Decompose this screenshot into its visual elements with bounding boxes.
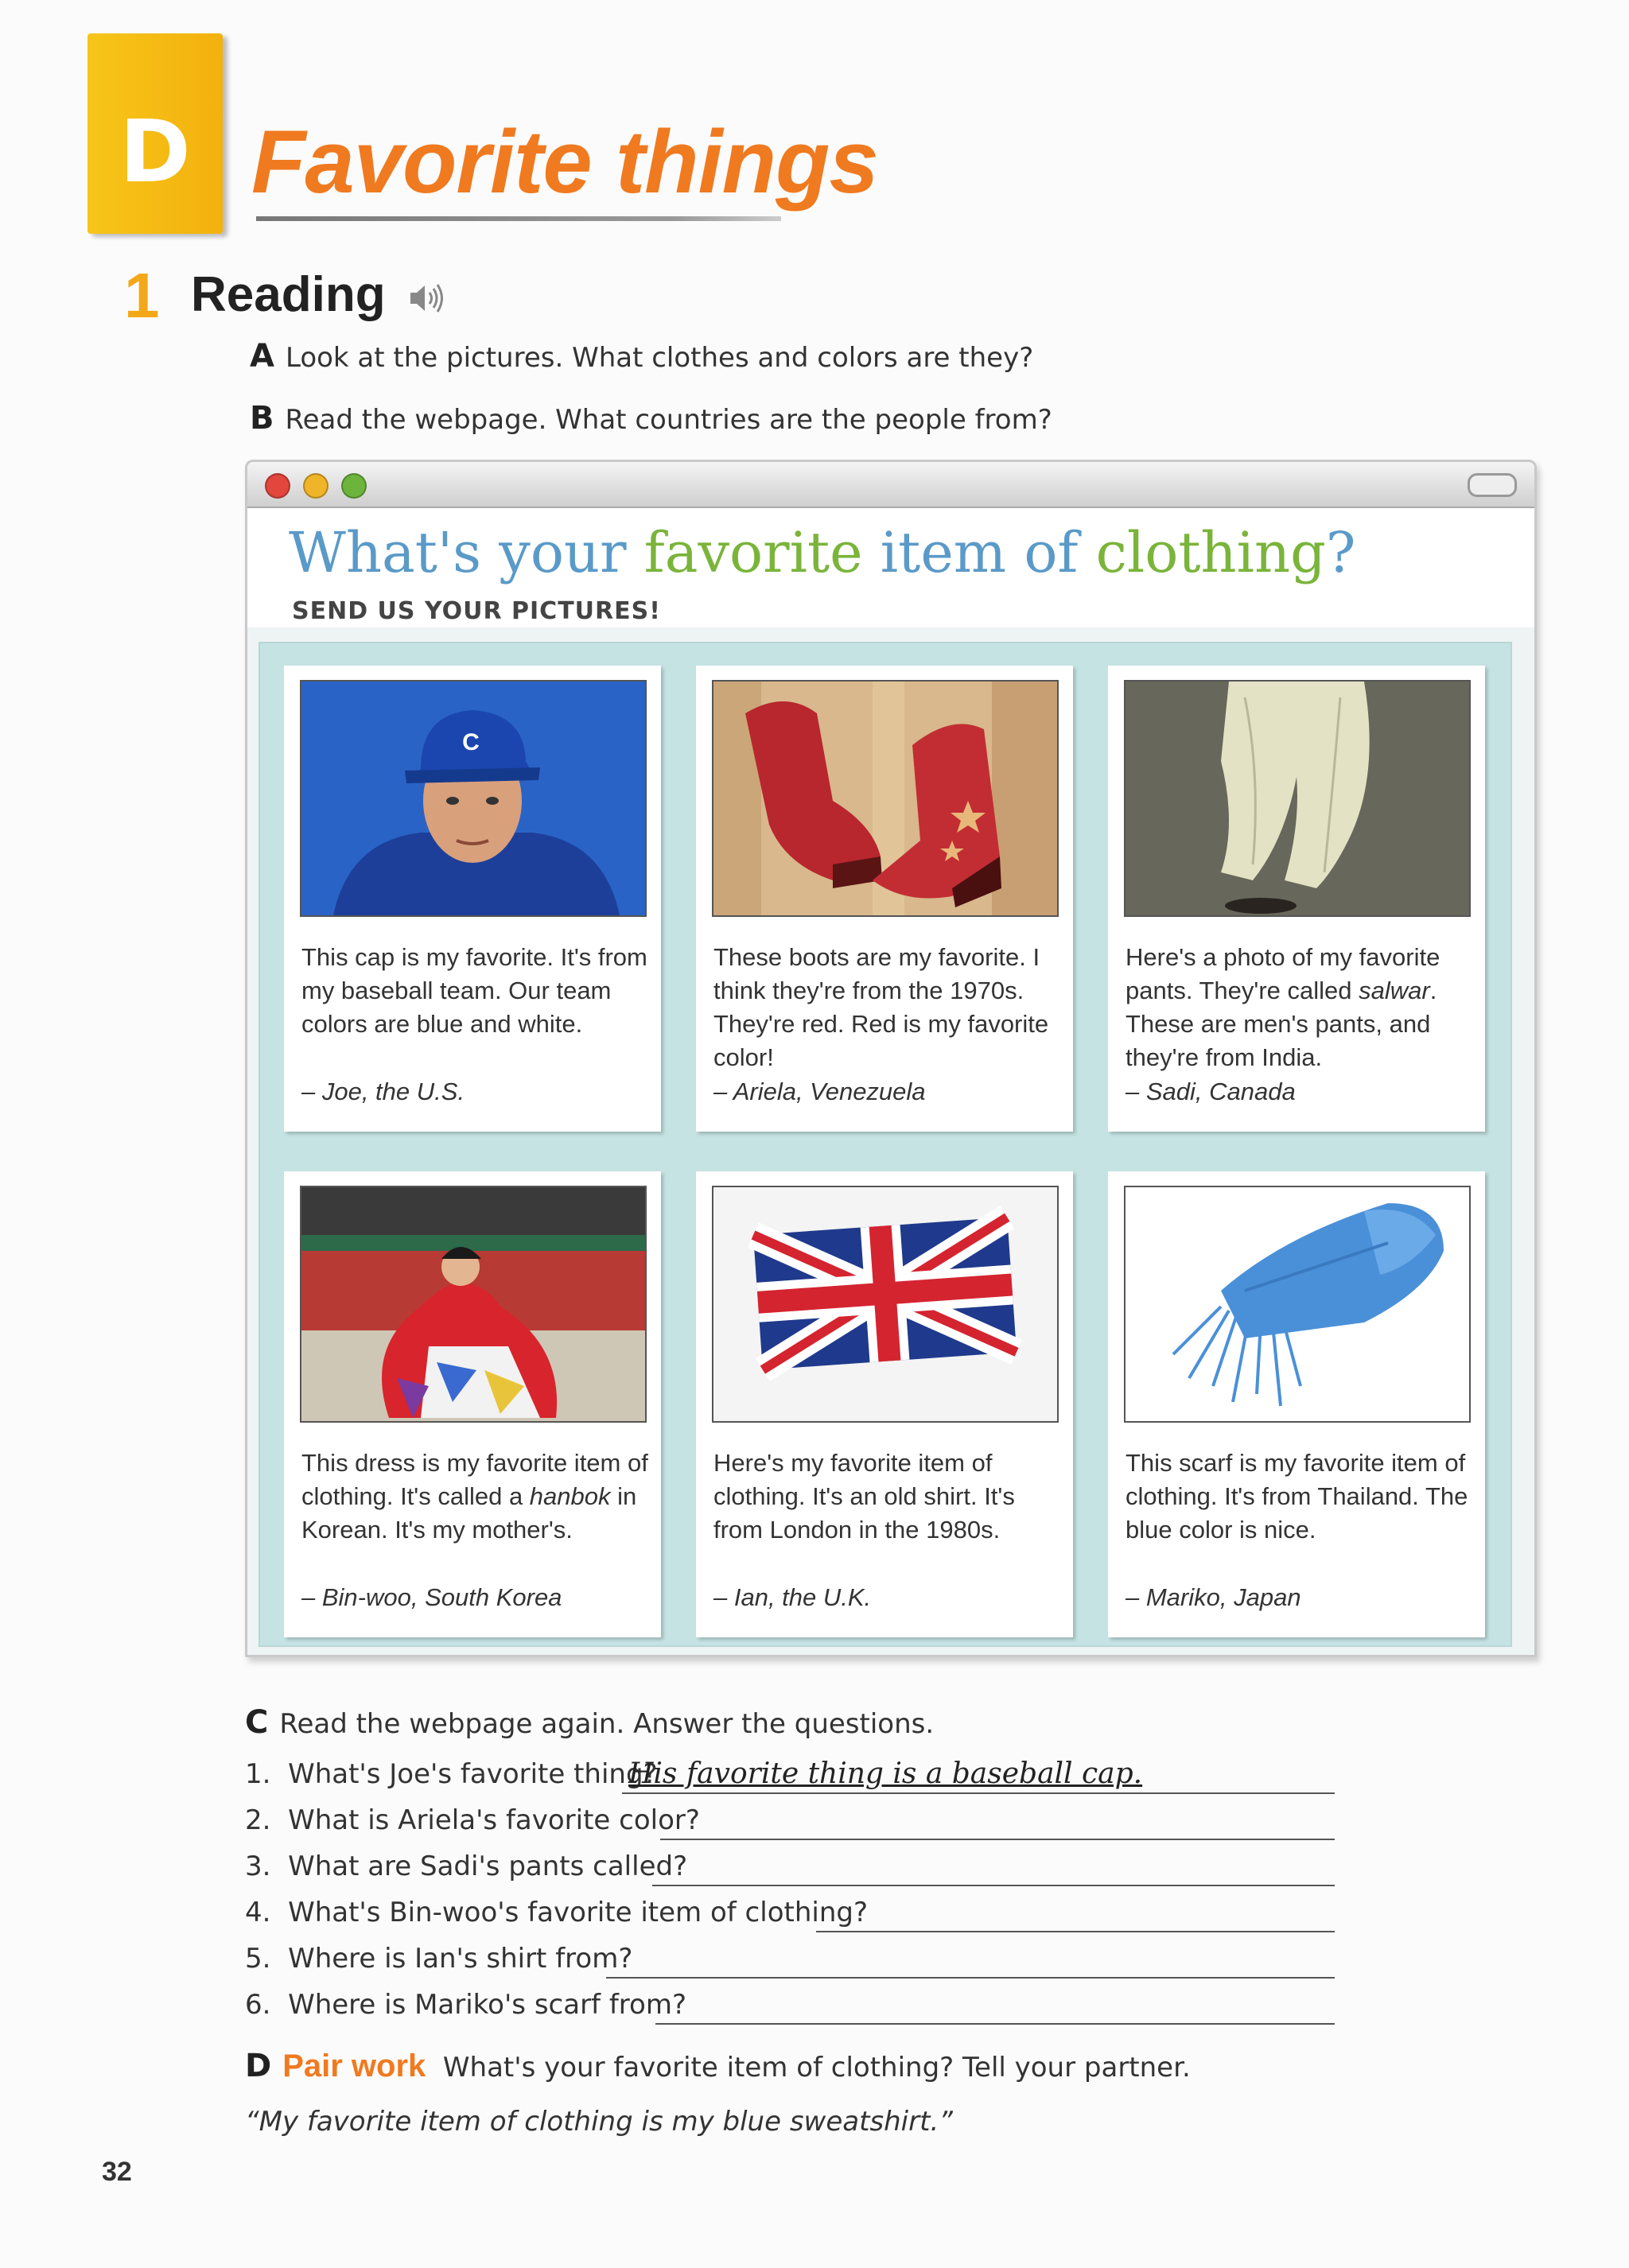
card-author: – Ariela, Venezuela	[713, 1078, 926, 1105]
card-author: – Joe, the U.S.	[301, 1078, 465, 1105]
browser-window	[245, 460, 1537, 1657]
card-text	[1126, 1447, 1475, 1547]
maximize-window-icon[interactable]	[341, 473, 367, 499]
card-text-body: in Korean. It's my mother's.	[301, 1482, 637, 1544]
example-quote: “My favorite item of clothing is my blue sweatshirt.”	[245, 2106, 953, 2138]
question-number: 2.	[245, 1804, 271, 1836]
card-text	[301, 1447, 651, 1547]
webpage-title-part: item of	[862, 520, 1096, 585]
instruction-b-text: Read the webpage. What countries are the people from?	[285, 404, 1052, 436]
webpage-title-part: ?	[1325, 520, 1356, 585]
question-text: Where is Ian's shirt from?	[288, 1943, 633, 1975]
card-text	[713, 941, 1063, 1074]
photo-card-joe	[284, 666, 661, 1132]
card-text-body: Here's my favorite item of clothing. It's an old shirt. It's from London in the 1980s.	[713, 1449, 1015, 1544]
page-title: Favorite things	[251, 112, 878, 212]
minimize-window-icon[interactable]	[303, 473, 329, 499]
instruction-b-letter: B	[250, 400, 274, 437]
question-text: What's Bin-woo's favorite item of clothing?	[288, 1897, 869, 1928]
instruction-a	[250, 338, 1034, 375]
card-text-italic: salwar	[1359, 977, 1430, 1004]
question-number: 3.	[245, 1851, 271, 1882]
card-text-body: This scarf is my favorite item of clothing. It's from Thailand. The blue color is nice.	[1126, 1449, 1468, 1544]
union-jack-shirt-photo	[712, 1186, 1059, 1423]
answer-line-5[interactable]	[606, 1977, 1335, 1979]
question-number: 5.	[245, 1943, 271, 1975]
speaker-icon[interactable]	[407, 282, 447, 315]
webpage-title	[289, 522, 1355, 584]
answer-line-1[interactable]	[622, 1792, 1335, 1794]
salwar-pants-photo	[1124, 680, 1471, 917]
question-number: 1.	[245, 1758, 271, 1790]
hanbok-dress-photo	[300, 1186, 647, 1423]
instruction-c-text: Read the webpage again. Answer the questions.	[279, 1708, 935, 1740]
question-text: What's Joe's favorite thing?	[288, 1758, 658, 1790]
question-1	[245, 1758, 658, 1790]
answer-line-6[interactable]	[655, 2023, 1335, 2025]
question-2	[245, 1804, 700, 1836]
close-window-icon[interactable]	[265, 473, 290, 499]
question-6	[245, 1989, 686, 2021]
card-text	[301, 941, 651, 1041]
instruction-c-letter: C	[245, 1704, 269, 1741]
photo-card-mariko	[1108, 1171, 1485, 1637]
photo-card-sadi	[1108, 666, 1485, 1132]
pair-work-instruction	[245, 2050, 1191, 2082]
instruction-c	[245, 1704, 935, 1741]
exercise-number: 1	[124, 260, 160, 331]
card-text	[713, 1447, 1063, 1547]
pair-work-letter: D	[245, 2048, 272, 2084]
photo-card-ariela	[696, 666, 1073, 1132]
webpage-title-part: What's your	[289, 520, 644, 585]
card-text-body: Here's a photo of my favorite pants. They're called	[1126, 943, 1440, 1004]
page-number: 32	[102, 2157, 132, 2187]
question-text: What are Sadi's pants called?	[288, 1851, 688, 1882]
photo-card-bin-woo	[284, 1171, 661, 1637]
card-text-body: This cap is my favorite. It's from my baseball team. Our team colors are blue and white.	[301, 943, 647, 1038]
svg-text:C: C	[462, 729, 480, 755]
card-author: – Bin-woo, South Korea	[301, 1583, 562, 1611]
baseball-cap-photo	[300, 680, 647, 917]
card-text-italic: hanbok	[529, 1482, 611, 1510]
webpage-title-highlight: favorite	[643, 520, 863, 585]
question-4	[245, 1899, 868, 1926]
question-3	[245, 1853, 687, 1880]
instruction-a-text: Look at the pictures. What clothes and colors are they?	[285, 342, 1034, 374]
card-text	[1126, 941, 1475, 1074]
section-letter: D	[119, 103, 191, 202]
card-author: – Sadi, Canada	[1126, 1078, 1296, 1105]
webpage-title-highlight: clothing	[1095, 520, 1326, 585]
answer-line-4[interactable]	[816, 1931, 1335, 1932]
instruction-a-letter: A	[250, 338, 274, 375]
question-5	[245, 1943, 633, 1975]
question-text: Where is Mariko's scarf from?	[288, 1989, 686, 2021]
blue-scarf-photo	[1124, 1186, 1471, 1423]
card-text-body: This dress is my favorite item of clothing. It's called a	[301, 1449, 648, 1510]
title-underline	[256, 216, 781, 221]
browser-titlebar	[247, 462, 1534, 508]
answer-line-3[interactable]	[652, 1885, 1335, 1886]
webpage-header	[247, 508, 1534, 627]
webpage-subtitle: SEND US YOUR PICTURES!	[292, 597, 661, 625]
photo-grid	[259, 642, 1512, 1647]
answer-1[interactable]: His favorite thing is a baseball cap.	[628, 1757, 1143, 1790]
exercise-title: Reading	[191, 267, 386, 322]
question-text: What is Ariela's favorite color?	[288, 1804, 700, 1836]
photo-card-ian	[696, 1171, 1073, 1637]
pair-work-label: Pair work	[282, 2049, 426, 2084]
toolbar-toggle-icon[interactable]	[1468, 473, 1517, 497]
card-author: – Mariko, Japan	[1126, 1583, 1301, 1611]
red-boots-photo	[712, 680, 1059, 917]
question-number: 4.	[245, 1897, 271, 1928]
card-text-body: . These are men's pants, and they're from India.	[1126, 977, 1437, 1071]
answer-line-2[interactable]	[660, 1839, 1335, 1840]
instruction-b	[250, 400, 1052, 437]
card-text-body: These boots are my favorite. I think they're from the 1970s. They're red. Red is my favorite color!	[713, 943, 1049, 1071]
pair-work-text: What's your favorite item of clothing? Tell your partner.	[442, 2052, 1191, 2084]
card-author: – Ian, the U.K.	[713, 1583, 872, 1611]
question-number: 6.	[245, 1989, 271, 2021]
